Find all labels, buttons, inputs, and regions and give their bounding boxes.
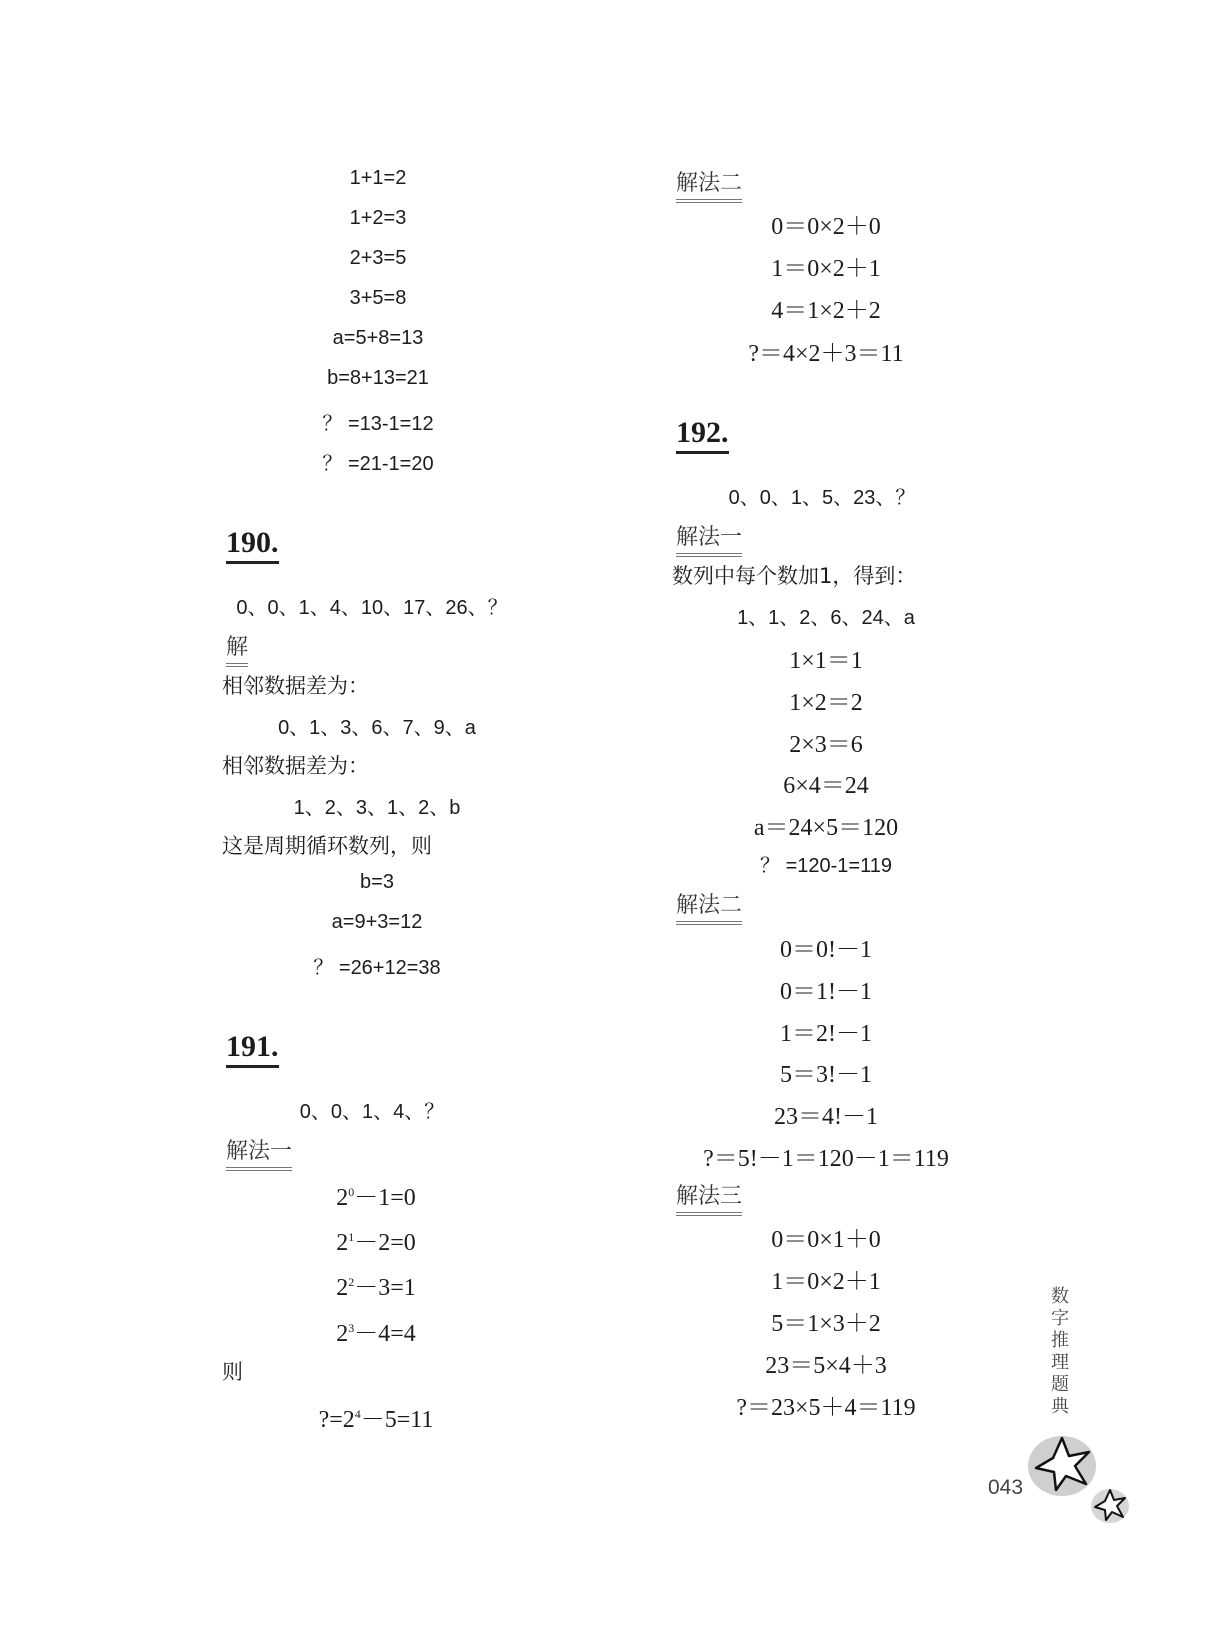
equation-line: 0＝0×1＋0 bbox=[771, 1227, 881, 1253]
equation-line: a=9+3=12 bbox=[331, 911, 423, 933]
problem-number-190: 190. bbox=[226, 526, 279, 564]
equation-line: ?＝23×5＋4＝119 bbox=[736, 1395, 916, 1421]
power-exponent: 4 bbox=[354, 1407, 361, 1421]
difference-sequence: 1、2、3、1、2、b bbox=[293, 797, 461, 819]
power-equation bbox=[336, 1177, 416, 1212]
equation-line: ？ =26+12=38 bbox=[313, 957, 441, 979]
equation-line: a=5+8=13 bbox=[332, 327, 424, 349]
equation-line: ?＝4×2＋3＝11 bbox=[748, 341, 904, 367]
power-exponent: 2 bbox=[348, 1275, 355, 1289]
power-rest: －1=0 bbox=[354, 1185, 416, 1211]
equation-line: ？ =120-1=119 bbox=[760, 855, 892, 877]
equation-line: ？ =21-1=20 bbox=[322, 453, 434, 475]
final-equation bbox=[319, 1399, 434, 1434]
equation-line: 5＝1×3＋2 bbox=[771, 1311, 881, 1337]
side-title-char: 数 bbox=[1051, 1286, 1069, 1307]
equation-line: 1+1=2 bbox=[349, 167, 407, 189]
problem-number-191: 191. bbox=[226, 1030, 279, 1068]
problem-sequence: 0、0、1、5、23、？ bbox=[728, 487, 916, 509]
equation-line: 2+3=5 bbox=[349, 247, 407, 269]
difference-sequence: 0、1、3、6、7、9、a bbox=[278, 717, 476, 739]
power-equation bbox=[336, 1313, 416, 1348]
problem-sequence: 0、0、1、4、？ bbox=[299, 1101, 445, 1123]
power-equation bbox=[336, 1267, 416, 1302]
equation-line: 1＝0×2＋1 bbox=[771, 1269, 881, 1295]
side-title-char: 推 bbox=[1051, 1330, 1069, 1351]
solution-heading: 解法一 bbox=[226, 1134, 292, 1171]
page-number: 043 bbox=[988, 1476, 1024, 1499]
body-text: 这是周期循环数列，则 bbox=[222, 834, 432, 858]
equation-line: 0＝0!－1 bbox=[780, 937, 872, 963]
problem-number-192: 192. bbox=[676, 416, 729, 454]
side-title-char: 典 bbox=[1051, 1396, 1069, 1417]
body-text: 数列中每个数加1，得到： bbox=[672, 564, 917, 588]
power-base: 2 bbox=[336, 1230, 349, 1256]
side-title-char: 理 bbox=[1051, 1352, 1069, 1373]
body-text: 则 bbox=[222, 1360, 243, 1384]
equation-line: 23＝5×4＋3 bbox=[765, 1353, 887, 1379]
equation-line: 4＝1×2＋2 bbox=[771, 298, 881, 324]
derived-sequence: 1、1、2、6、24、a bbox=[737, 607, 915, 629]
power-rest: －3=1 bbox=[354, 1275, 416, 1301]
equation-line: 1＝2!－1 bbox=[780, 1021, 872, 1047]
equation-line: 23＝4!－1 bbox=[774, 1104, 878, 1130]
side-title bbox=[1048, 1286, 1072, 1418]
solution-heading: 解法二 bbox=[676, 888, 742, 925]
equation-line: 5＝3!－1 bbox=[780, 1062, 872, 1088]
power-exponent: 0 bbox=[348, 1185, 355, 1199]
equation-line: ?＝5!－1＝120－1＝119 bbox=[703, 1146, 949, 1172]
equation-line: 0＝1!－1 bbox=[780, 979, 872, 1005]
power-base: 2 bbox=[336, 1185, 349, 1211]
equation-line: 1＝0×2＋1 bbox=[771, 256, 881, 282]
solution-heading: 解法二 bbox=[676, 166, 742, 203]
side-title-char: 题 bbox=[1051, 1374, 1069, 1395]
power-rest: －4=4 bbox=[354, 1321, 416, 1347]
body-text: 相邻数据差为： bbox=[222, 674, 369, 698]
equation-line: a＝24×5＝120 bbox=[753, 815, 899, 841]
power-base: 2 bbox=[336, 1321, 349, 1347]
equation-line: 0＝0×2＋0 bbox=[771, 214, 881, 240]
final-rest: －5=11 bbox=[360, 1407, 434, 1433]
small-star-decoration-icon bbox=[1088, 1484, 1132, 1526]
power-exponent: 1 bbox=[348, 1230, 355, 1244]
equation-line: b=3 bbox=[360, 871, 394, 893]
final-pre: ?=2 bbox=[318, 1407, 355, 1433]
power-rest: －2=0 bbox=[354, 1230, 416, 1256]
power-base: 2 bbox=[336, 1275, 349, 1301]
power-exponent: 3 bbox=[348, 1321, 355, 1335]
solution-heading: 解法一 bbox=[676, 520, 742, 557]
equation-line: ？ =13-1=12 bbox=[322, 413, 434, 435]
equation-line: 1×1＝1 bbox=[789, 648, 863, 674]
equation-line: 1+2=3 bbox=[349, 207, 407, 229]
body-text: 相邻数据差为： bbox=[222, 754, 369, 778]
equation-line: 1×2＝2 bbox=[789, 690, 863, 716]
power-equation bbox=[336, 1222, 416, 1257]
equation-line: b=8+13=21 bbox=[327, 367, 429, 389]
solution-heading: 解法三 bbox=[676, 1179, 742, 1216]
solution-heading: 解 bbox=[226, 630, 248, 667]
equation-line: 2×3＝6 bbox=[789, 732, 863, 758]
side-title-char: 字 bbox=[1051, 1308, 1069, 1329]
equation-line: 3+5=8 bbox=[349, 287, 407, 309]
equation-line: 6×4＝24 bbox=[783, 773, 869, 799]
problem-sequence: 0、0、1、4、10、17、26、？ bbox=[236, 597, 508, 619]
